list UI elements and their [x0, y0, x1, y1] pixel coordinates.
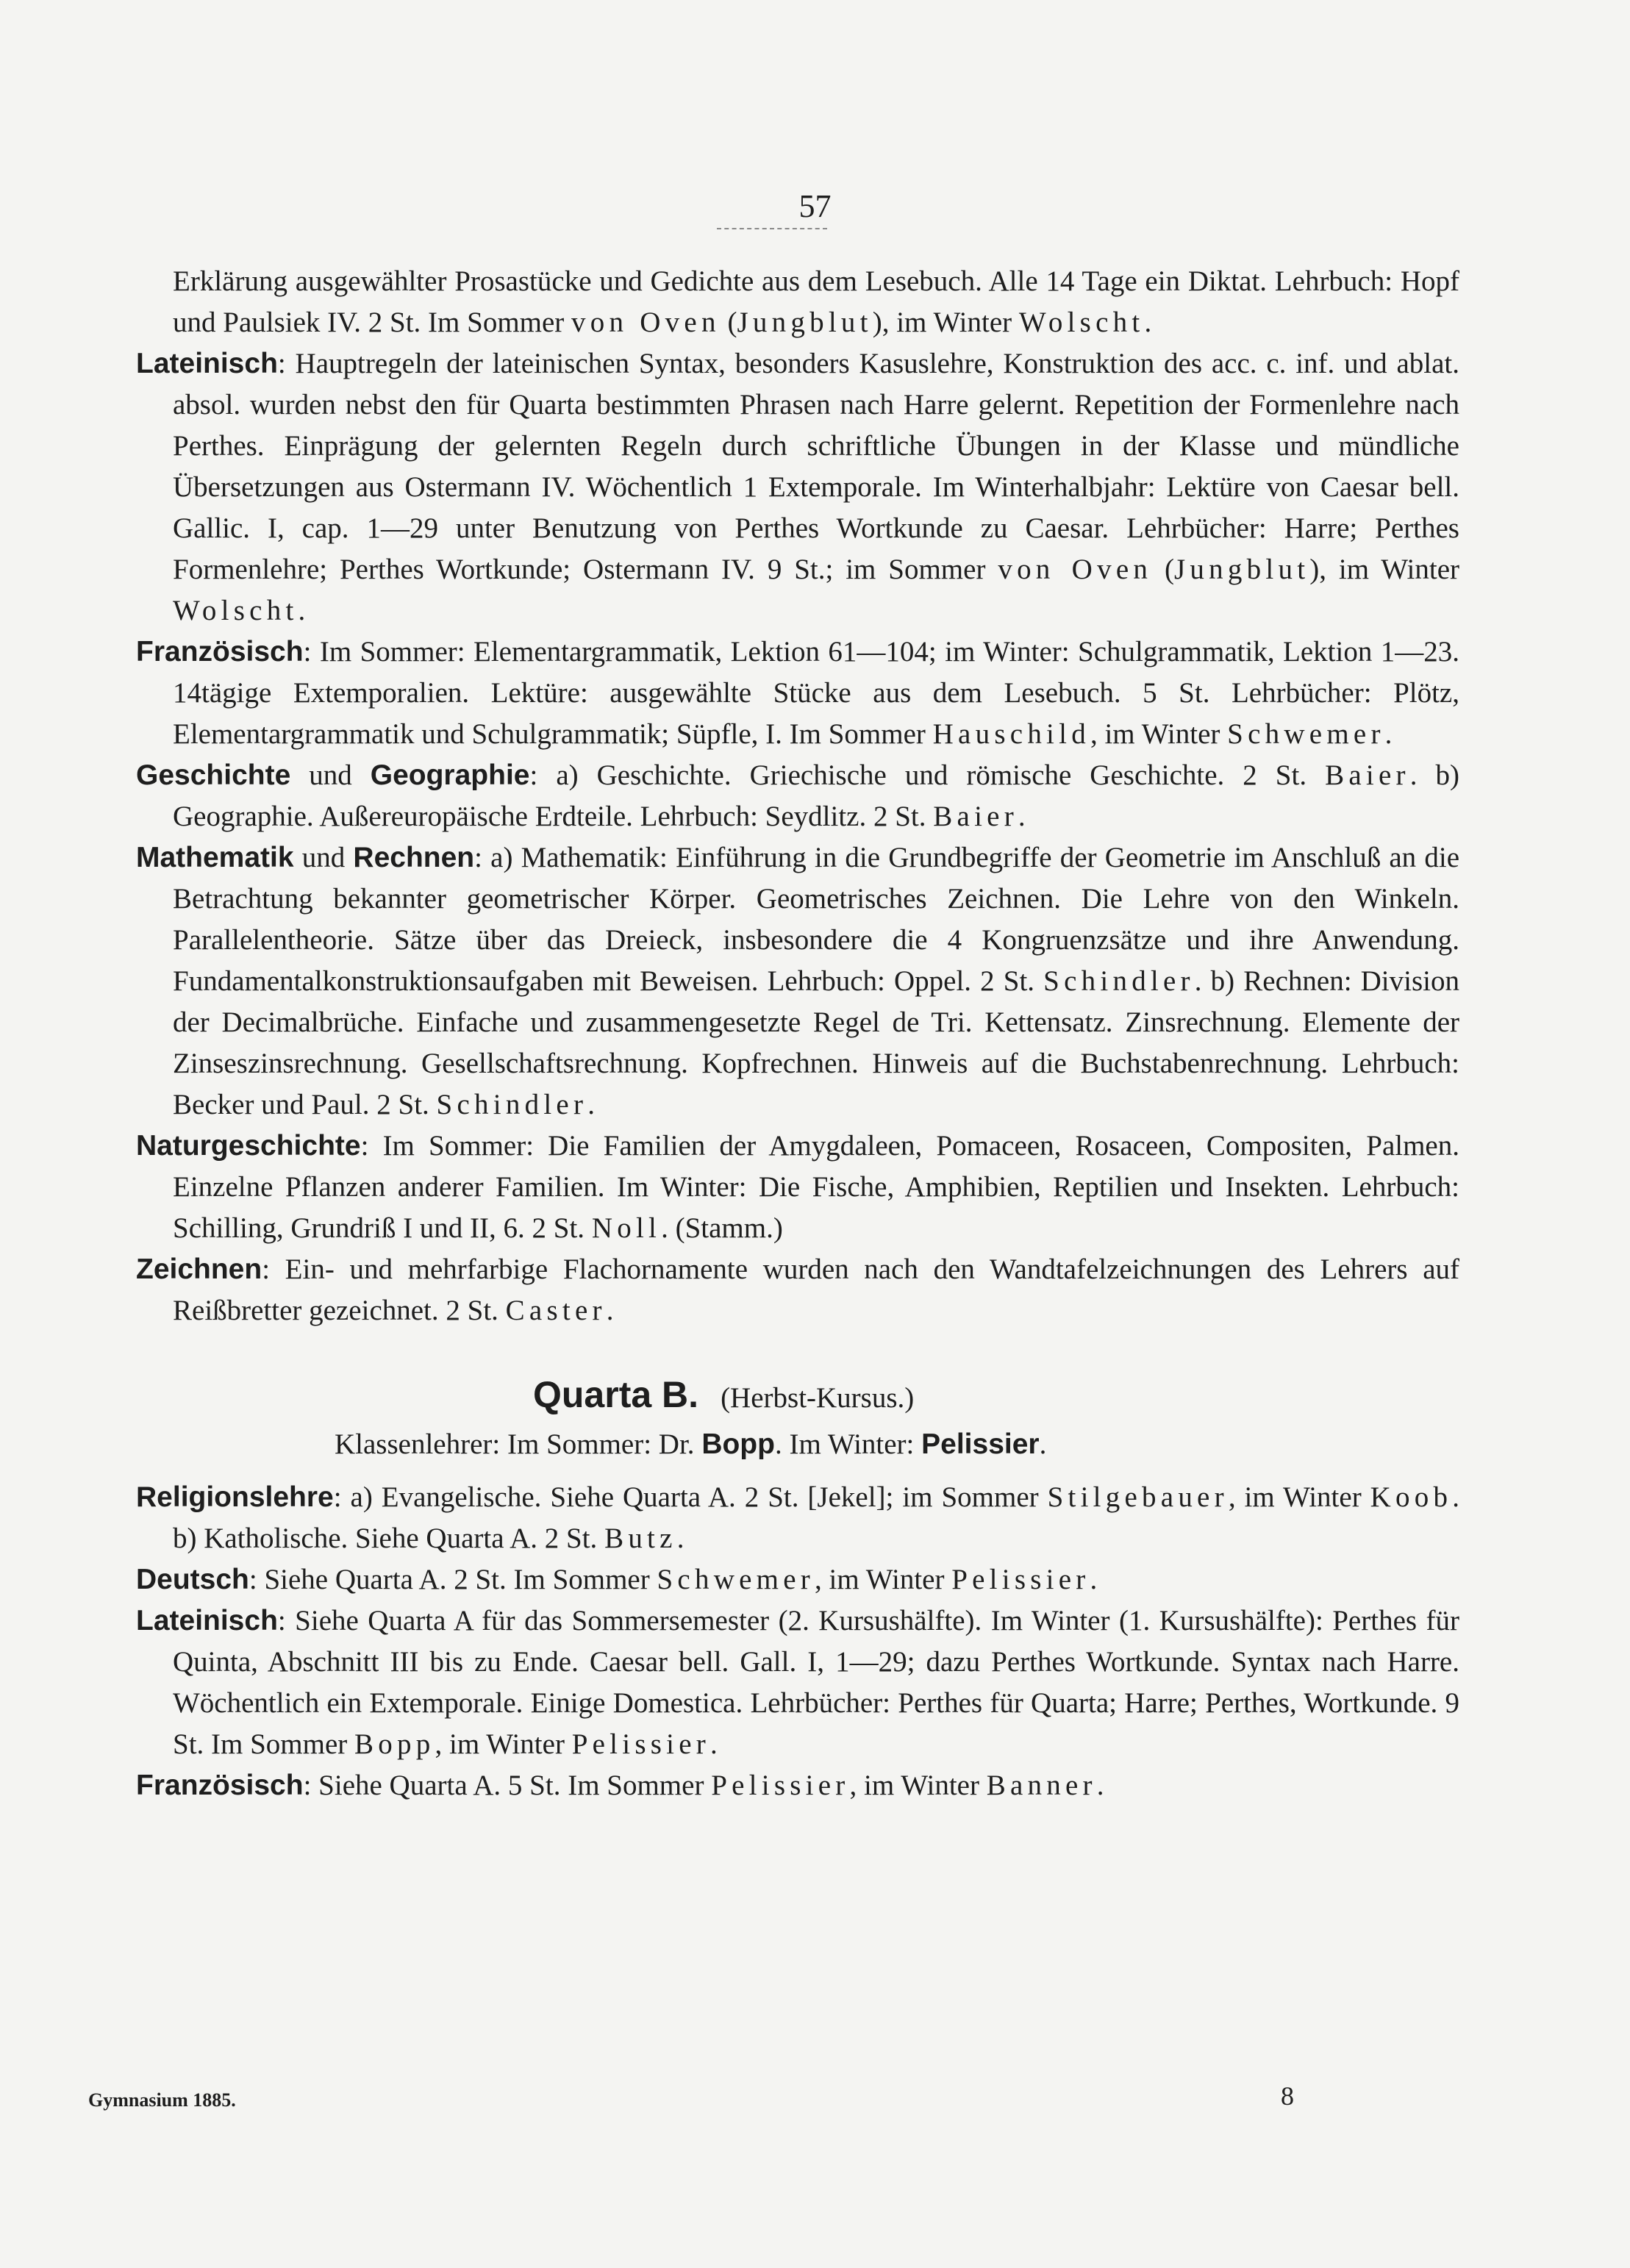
subject-label: Lateinisch: [136, 1605, 278, 1636]
footer-signature-mark: 8: [1281, 2081, 1294, 2111]
subject-label: Deutsch: [136, 1564, 249, 1595]
section-subtitle: (Herbst-Kursus.): [721, 1382, 915, 1414]
entry-french-quarta-b: Französisch: Siehe Quarta A. 5 St. Im Sommer Pelissier, im Winter Banner.: [136, 1770, 1104, 1801]
page-number-rule: [717, 228, 827, 229]
footer-publication: Gymnasium 1885.: [88, 2089, 236, 2111]
page-number: 57: [798, 188, 832, 224]
subject-label: Religionslehre: [136, 1481, 334, 1513]
page-content: [136, 261, 1459, 1806]
entry-latin-quarta-b: Lateinisch: Siehe Quarta A für das Sommersemester (2. Kursushälfte). Im Winter (1. Kursushälfte): Perthes für Quinta, Abschnitt III bis zu Ende. Caesar bell. Gall. I, 1—29; dazu Perthes Wortkunde. Syntax nach Harre. Wöchentlich ein Extemporale. Einige Domestica. Lehrbücher: Perthes für Quarta; Harre; Perthes, Wortkunde. 9 St. Im Sommer Bopp, im Winter Pelissier.: [136, 1605, 1459, 1760]
entry-french-quarta-a: Französisch: Im Sommer: Elementargrammatik, Lektion 61—104; im Winter: Schulgrammatik, Lektion 1—23. 14tägige Extemporalien. Lektüre: ausgewählte Stücke aus dem Lesebuch. 5 St. Lehrbücher: Plötz, Elementargrammatik und Schulgrammatik; Süpfle, I. Im Sommer Hauschild, im Winter Schwemer.: [136, 636, 1459, 750]
section-title: Quarta B.: [533, 1374, 699, 1415]
subject-label: Zeichnen: [136, 1253, 262, 1285]
entry-religion-quarta-b: Religionslehre: a) Evangelische. Siehe Quarta A. 2 St. [Jekel]; im Sommer Stilgebauer, im Winter Koob. b) Katholische. Siehe Quarta A. 2 St. Butz.: [136, 1481, 1460, 1554]
subject-label: Französisch: [136, 1770, 304, 1801]
entry-german-quarta-b: Deutsch: Siehe Quarta A. 2 St. Im Sommer Schwemer, im Winter Pelissier.: [136, 1564, 1098, 1595]
entry-natural-history: Naturgeschichte: Im Sommer: Die Familien der Amygdaleen, Pomaceen, Rosaceen, Compositen, Palmen. Einzelne Pflanzen anderer Familien. Im Winter: Die Fische, Amphibien, Reptilien und Insekten. Lehrbuch: Schilling, Grundriß I und II, 6. 2 St. Noll. (Stamm.): [136, 1130, 1459, 1244]
subject-label: Geschichte: [136, 759, 291, 791]
subject-label: Geographie: [370, 759, 530, 791]
subject-label: Mathematik: [136, 842, 294, 873]
subject-label: Französisch: [136, 636, 304, 668]
entry-mathematics: Mathematik und Rechnen: a) Mathematik: Einführung in die Grundbegriffe der Geometrie im Anschluß an die Betrachtung bekannter geometrischer Körper. Geometrisches Zeichnen. Die Lehre von den Winkeln. Parallelentheorie. Sätze über das Dreieck, insbesondere die 4 Kongruenzsätze und ihre Anwendung. Fundamentalkonstruktionsaufgaben mit Beweisen. Lehrbuch: Oppel. 2 St. Schindler. b) Rechnen: Division der Decimalbrüche. Einfache und zusammengesetzte Regel de Tri. Kettensatz. Zinsrechnung. Elemente der Zinseszinsrechnung. Gesellschaftsrechnung. Kopfrechnen. Hinweis auf die Buchstabenrechnung. Lehrbuch: Becker und Paul. 2 St. Schindler.: [136, 842, 1459, 1120]
entry-history-geography: Geschichte und Geographie: a) Geschichte. Griechische und römische Geschichte. 2 St. Baier. b) Geographie. Außereuropäische Erdteile. Lehrbuch: Seydlitz. 2 St. Baier.: [136, 759, 1459, 832]
subject-label: Rechnen: [353, 842, 475, 873]
subject-label: Naturgeschichte: [136, 1130, 361, 1162]
class-teacher-line: Klassenlehrer: Im Sommer: Dr. Bopp. Im Winter: Pelissier.: [335, 1428, 1047, 1460]
intro-paragraph: Erklärung ausgewählter Prosastücke und Gedichte aus dem Lesebuch. Alle 14 Tage ein Diktat. Lehrbuch: Hopf und Paulsiek IV. 2 St. Im Sommer von Oven (Jungblut), im Winter Wolscht.: [173, 265, 1459, 338]
section-heading: [136, 1368, 1459, 1421]
subject-label: Lateinisch: [136, 348, 278, 379]
entry-latin-quarta-a: Lateinisch: Hauptregeln der lateinischen Syntax, besonders Kasuslehre, Konstruktion des acc. c. inf. und ablat. absol. wurden nebst den für Quarta bestimmten Phrasen nach Harre gelernt. Repetition der Formenlehre nach Perthes. Einprägung der gelernten Regeln durch schriftliche Übungen in der Klasse und mündliche Übersetzungen aus Ostermann IV. Wöchentlich 1 Extemporale. Im Winterhalbjahr: Lektüre von Caesar bell. Gallic. I, cap. 1—29 unter Benutzung von Perthes Wortkunde zu Caesar. Lehrbücher: Harre; Perthes Formenlehre; Perthes Wortkunde; Ostermann IV. 9 St.; im Sommer von Oven (Jungblut), im Winter Wolscht.: [136, 348, 1460, 626]
entry-drawing: Zeichnen: Ein- und mehrfarbige Flachornamente wurden nach den Wandtafelzeichnungen des Lehrers auf Reißbretter gezeichnet. 2 St. Caster.: [136, 1253, 1459, 1326]
